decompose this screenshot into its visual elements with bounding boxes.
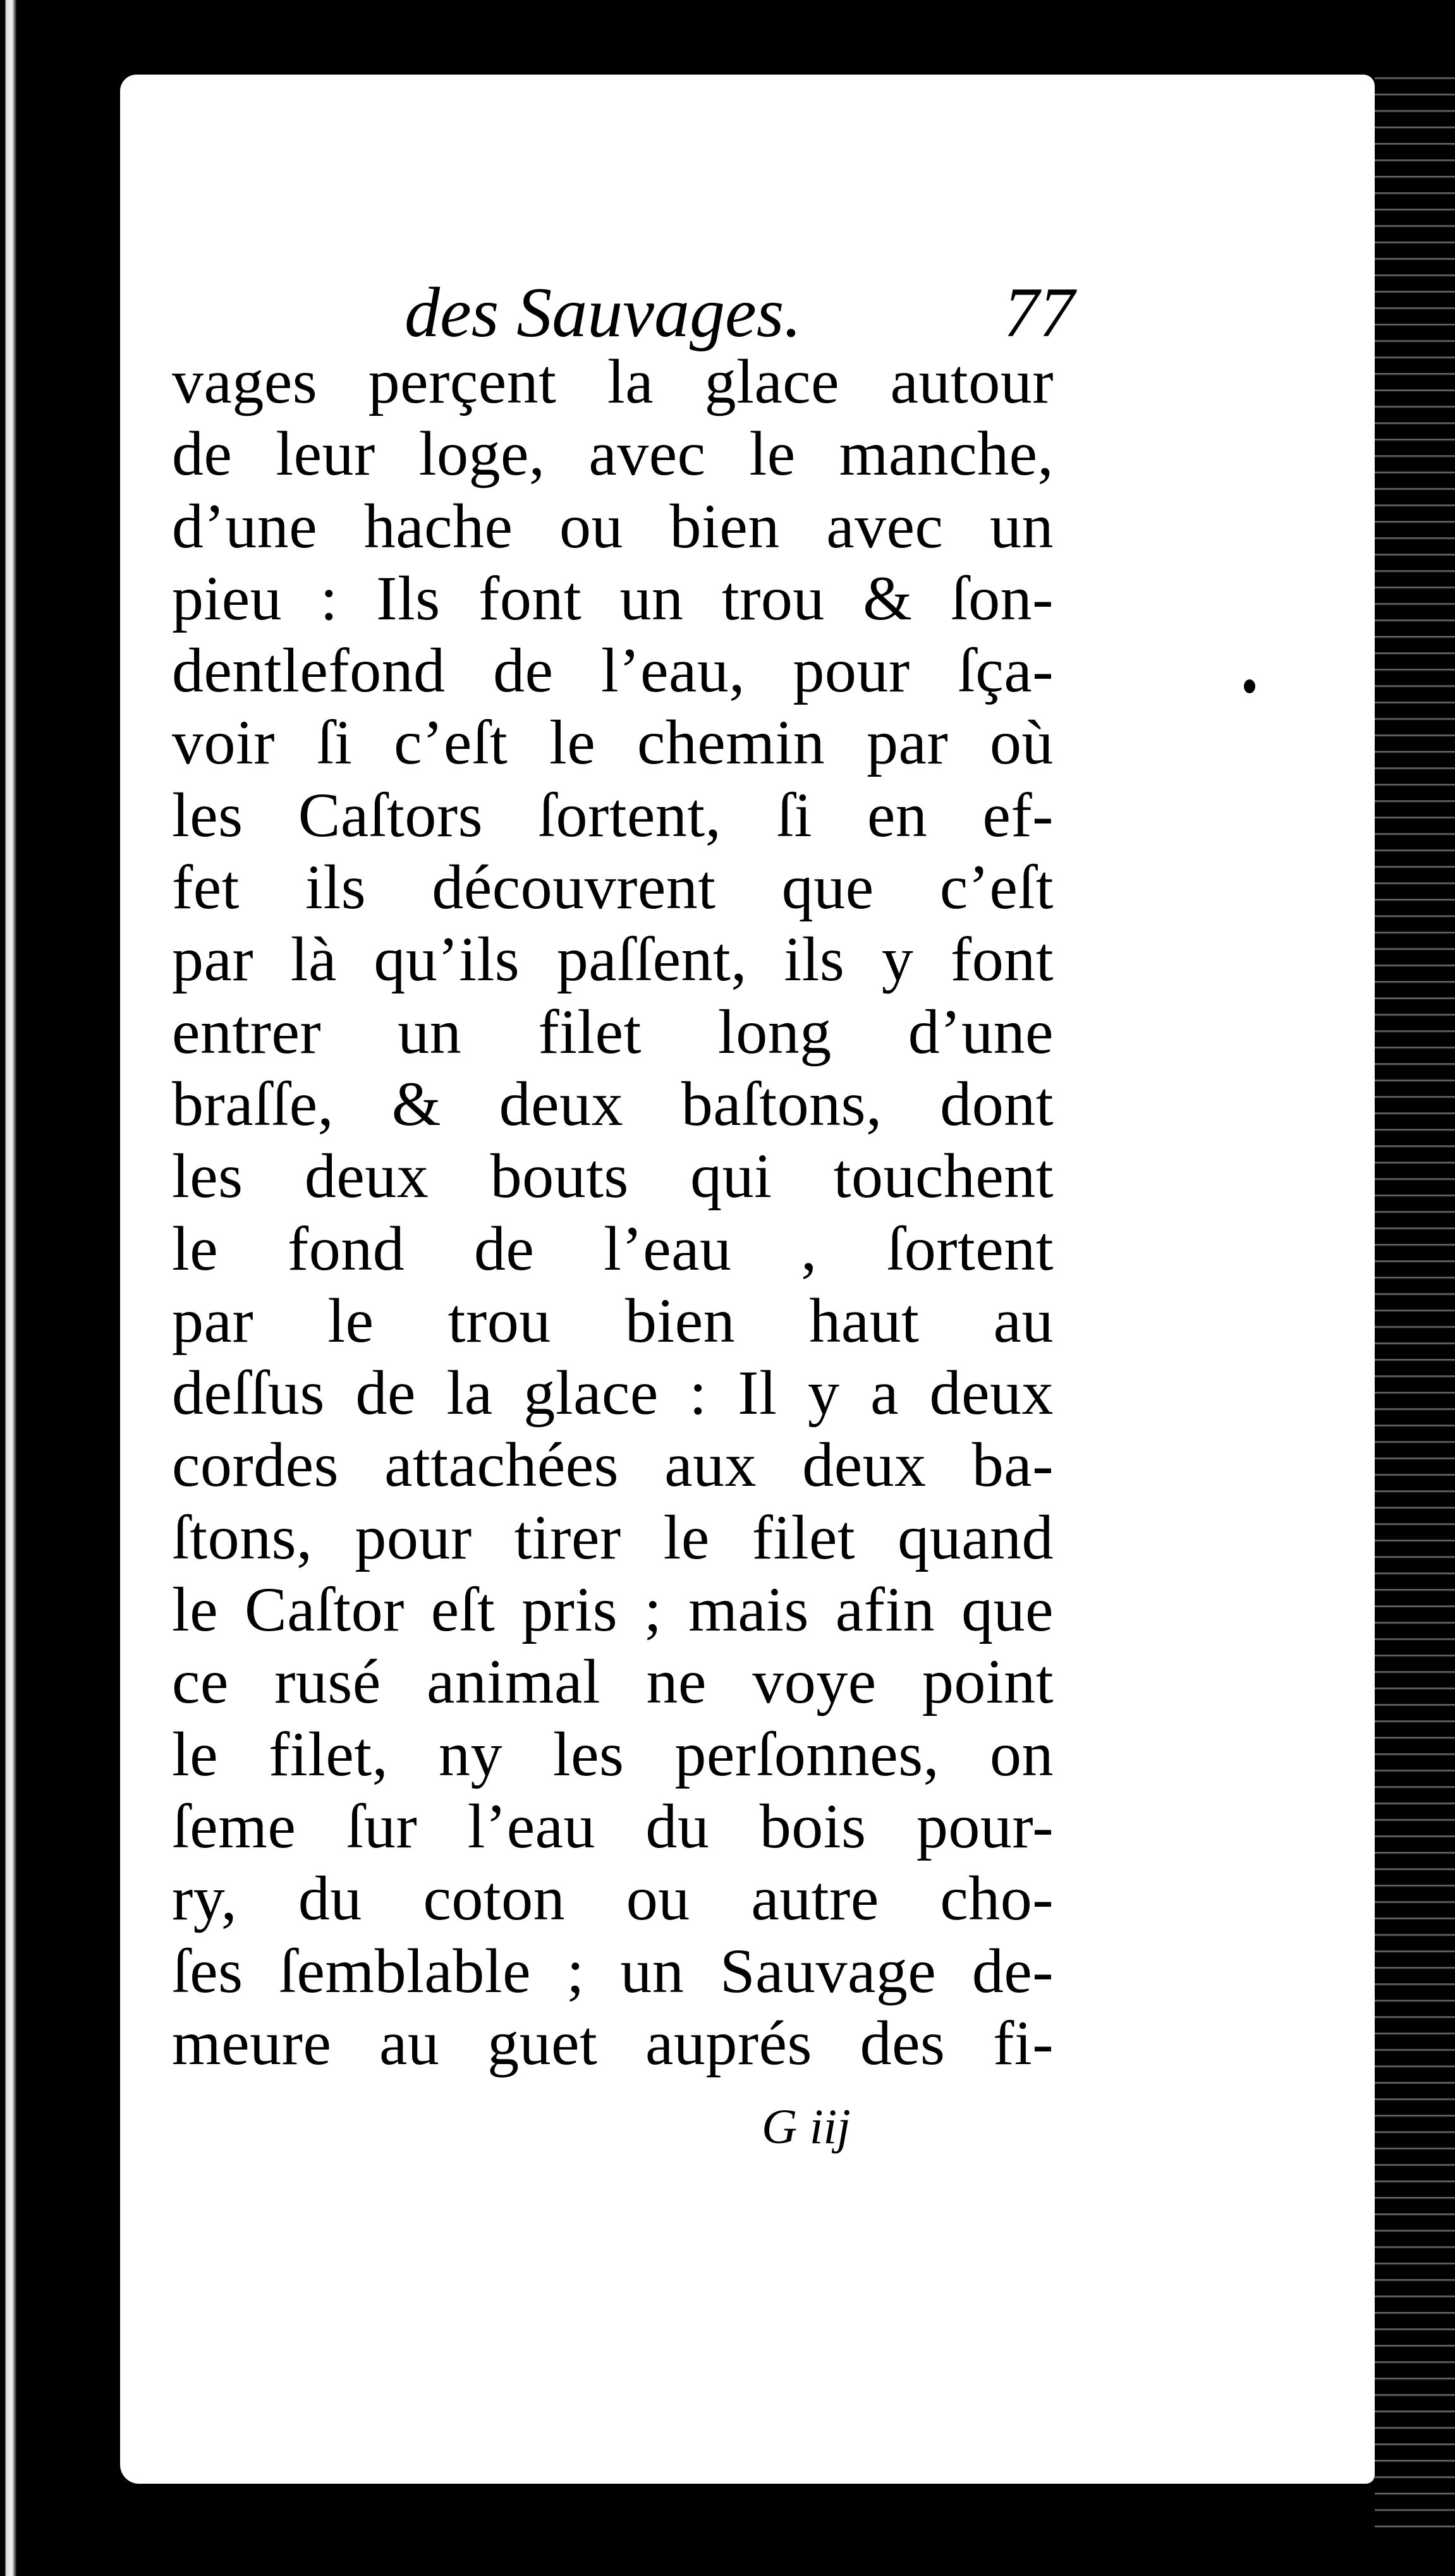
page-edge-shadow (1375, 63, 1455, 2528)
text-line: dentlefond de l’eau, pour ſça- (172, 635, 1054, 706)
text-line: ry, du coton ou autre cho- (172, 1863, 1054, 1934)
text-line: braſſe, & deux baſtons, dont (172, 1068, 1054, 1139)
book-binding-shadow (0, 0, 120, 2576)
text-line: le filet, ny les perſonnes, on (172, 1718, 1054, 1789)
text-line: d’une hache ou bien avec un (172, 490, 1054, 561)
text-line: ſtons, pour tirer le filet quand (172, 1502, 1054, 1572)
text-line: entrer un filet long d’une (172, 996, 1054, 1067)
text-line: ſes ſemblable ; un Sauvage de- (172, 1935, 1054, 2006)
text-line: pieu : Ils font un trou & ſon- (172, 562, 1054, 633)
running-title: des Sauvages. (405, 274, 802, 352)
text-line: ſeme ſur l’eau du bois pour- (172, 1790, 1054, 1861)
text-line: ce rusé animal ne voye point (172, 1646, 1054, 1717)
body-text (172, 346, 1054, 2079)
text-line: vages perçent la glace autour (172, 346, 1054, 416)
text-line: fet ils découvrent que c’eſt (172, 852, 1054, 923)
text-line: par le trou bien haut au (172, 1285, 1054, 1356)
text-line: les deux bouts qui touchent (172, 1141, 1054, 1212)
signature-mark: G iij (762, 2099, 851, 2154)
text-line: de leur loge, avec le manche, (172, 418, 1054, 489)
text-line: par là qu’ils paſſent, ils y font (172, 924, 1054, 995)
text-line: cordes attachées aux deux ba- (172, 1430, 1054, 1500)
page-number: 77 (1004, 274, 1075, 352)
ink-speck (1244, 679, 1255, 693)
text-line: les Caſtors ſortent, ſi en ef- (172, 779, 1054, 850)
text-line: voir ſi c’eſt le chemin par où (172, 707, 1054, 778)
text-line: deſſus de la glace : Il y a deux (172, 1358, 1054, 1428)
text-line: meure au guet auprés des fi- (172, 2007, 1054, 2078)
text-line: le fond de l’eau , ſortent (172, 1213, 1054, 1284)
text-line: le Caſtor eſt pris ; mais afin que (172, 1574, 1054, 1645)
